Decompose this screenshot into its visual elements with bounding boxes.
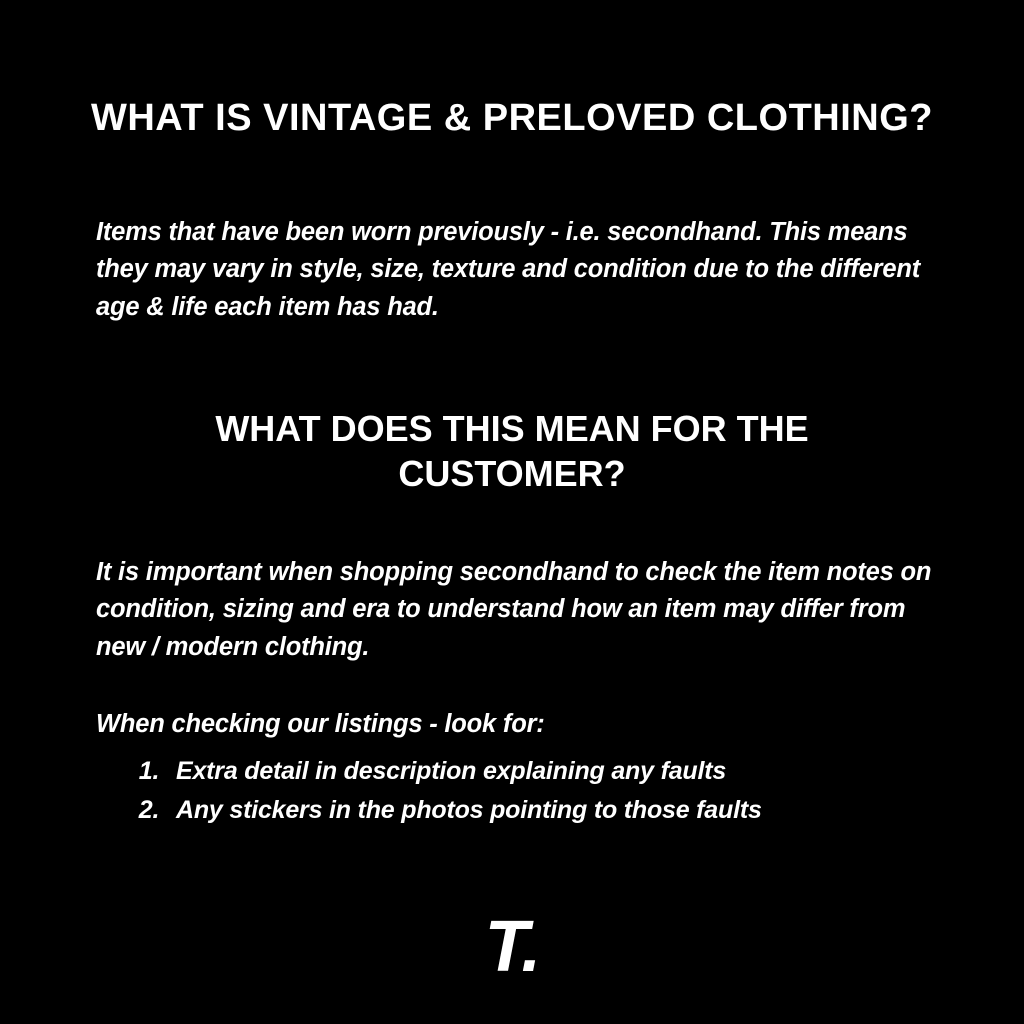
brand-logo [0, 907, 1024, 987]
logo-wordmark: T. [484, 907, 540, 987]
checklist [120, 752, 1006, 830]
list-item: 1. Extra detail in description explaining any faults [166, 752, 1006, 791]
intro-paragraph: Items that have been worn previously - i.e. secondhand. This means they may vary in style, size, texture and condition due to the different age & life each item has had. [96, 217, 920, 321]
page-title: WHAT IS VINTAGE & PRELOVED CLOTHING? [90, 97, 934, 140]
listings-lead-in: When checking our listings - look for: [96, 709, 545, 738]
customer-paragraph: It is important when shopping secondhand to check the item notes on condition, sizing and era to understand how an item may differ from new / modern clothing. [96, 557, 932, 661]
list-item: 2. Any stickers in the photos pointing to those faults [166, 791, 1006, 830]
section-heading-customer: WHAT DOES THIS MEAN FOR THE CUSTOMER? [215, 407, 809, 494]
